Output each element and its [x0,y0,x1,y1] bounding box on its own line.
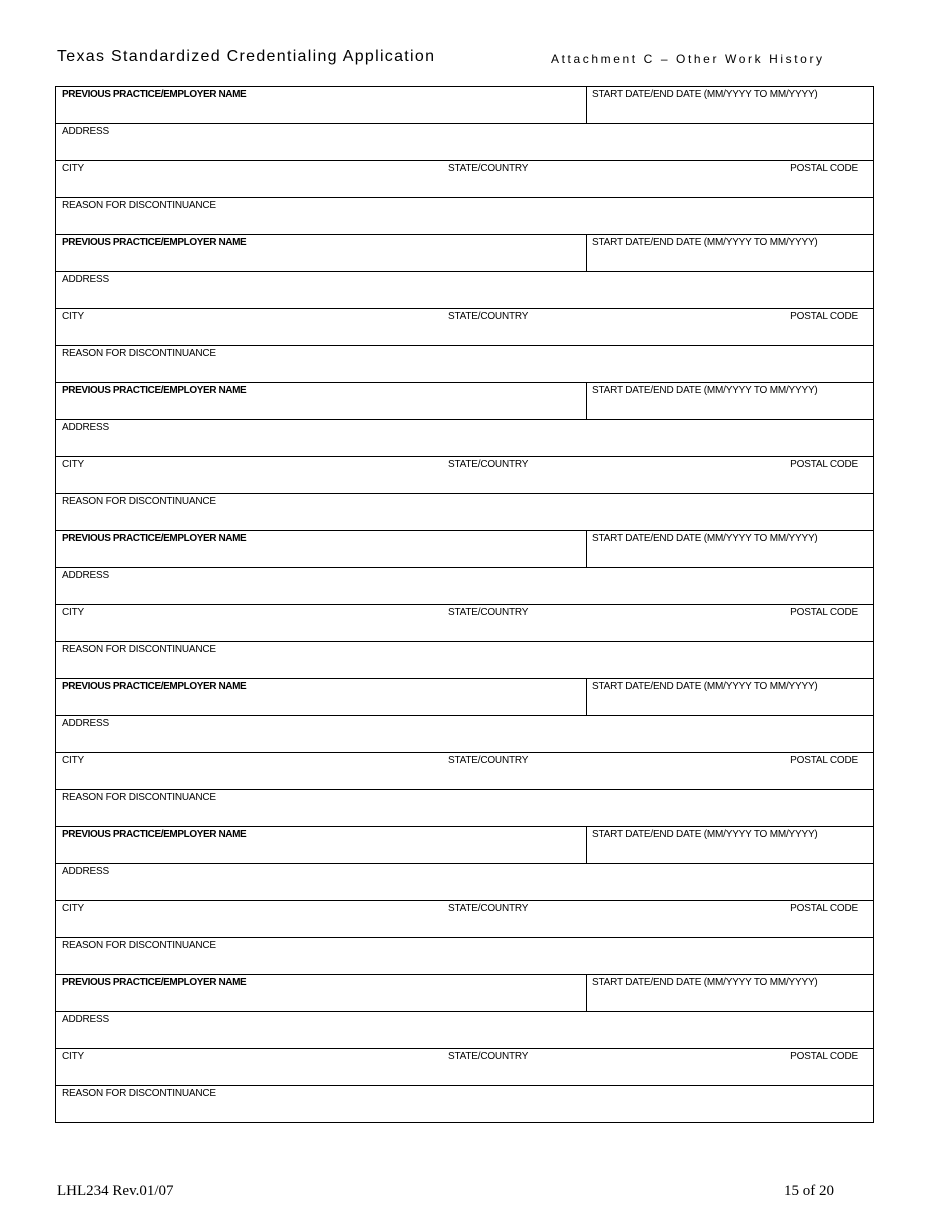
address-row[interactable] [56,1012,873,1049]
address-row[interactable] [56,272,873,309]
work-history-entry [56,827,873,975]
city-label: CITY [62,1051,84,1062]
postal-code-label: POSTAL CODE [790,755,858,766]
city-row[interactable] [56,1049,873,1086]
employer-row[interactable] [56,531,873,568]
employer-name-label: PREVIOUS PRACTICE/EMPLOYER NAME [62,977,247,988]
employer-row[interactable] [56,235,873,272]
address-row[interactable] [56,716,873,753]
employer-name-label: PREVIOUS PRACTICE/EMPLOYER NAME [62,385,247,396]
start-end-date-label: START DATE/END DATE (MM/YYYY TO MM/YYYY) [592,681,818,692]
postal-code-label: POSTAL CODE [790,1051,858,1062]
start-end-date-label: START DATE/END DATE (MM/YYYY TO MM/YYYY) [592,533,818,544]
start-end-date-label: START DATE/END DATE (MM/YYYY TO MM/YYYY) [592,237,818,248]
state-country-label: STATE/COUNTRY [448,459,529,470]
column-divider [586,679,587,715]
form-revision: LHL234 Rev.01/07 [57,1183,174,1199]
city-label: CITY [62,755,84,766]
start-end-date-label: START DATE/END DATE (MM/YYYY TO MM/YYYY) [592,385,818,396]
employer-name-label: PREVIOUS PRACTICE/EMPLOYER NAME [62,533,247,544]
work-history-entry [56,87,873,235]
postal-code-label: POSTAL CODE [790,311,858,322]
start-end-date-label: START DATE/END DATE (MM/YYYY TO MM/YYYY) [592,89,818,100]
column-divider [586,827,587,863]
reason-row[interactable] [56,790,873,827]
postal-code-label: POSTAL CODE [790,163,858,174]
city-label: CITY [62,311,84,322]
state-country-label: STATE/COUNTRY [448,755,529,766]
city-row[interactable] [56,457,873,494]
employer-name-label: PREVIOUS PRACTICE/EMPLOYER NAME [62,89,247,100]
address-row[interactable] [56,420,873,457]
employer-name-label: PREVIOUS PRACTICE/EMPLOYER NAME [62,237,247,248]
address-label: ADDRESS [62,1014,109,1025]
start-end-date-label: START DATE/END DATE (MM/YYYY TO MM/YYYY) [592,977,818,988]
city-row[interactable] [56,161,873,198]
work-history-form [55,86,874,1123]
state-country-label: STATE/COUNTRY [448,607,529,618]
employer-row[interactable] [56,827,873,864]
address-label: ADDRESS [62,274,109,285]
employer-name-label: PREVIOUS PRACTICE/EMPLOYER NAME [62,681,247,692]
employer-row[interactable] [56,975,873,1012]
reason-row[interactable] [56,346,873,383]
section-title: Attachment C – Other Work History [551,52,825,66]
reason-label: REASON FOR DISCONTINUANCE [62,496,216,507]
reason-label: REASON FOR DISCONTINUANCE [62,1088,216,1099]
address-label: ADDRESS [62,422,109,433]
reason-label: REASON FOR DISCONTINUANCE [62,644,216,655]
work-history-entry [56,235,873,383]
postal-code-label: POSTAL CODE [790,903,858,914]
column-divider [586,531,587,567]
city-label: CITY [62,903,84,914]
reason-label: REASON FOR DISCONTINUANCE [62,200,216,211]
city-row[interactable] [56,901,873,938]
document-title: Texas Standardized Credentialing Application [57,48,436,65]
work-history-entry [56,531,873,679]
column-divider [586,87,587,123]
work-history-entry [56,679,873,827]
reason-label: REASON FOR DISCONTINUANCE [62,792,216,803]
address-row[interactable] [56,124,873,161]
employer-row[interactable] [56,383,873,420]
state-country-label: STATE/COUNTRY [448,903,529,914]
reason-label: REASON FOR DISCONTINUANCE [62,940,216,951]
reason-row[interactable] [56,1086,873,1122]
page-number: 15 of 20 [784,1183,834,1199]
state-country-label: STATE/COUNTRY [448,311,529,322]
reason-label: REASON FOR DISCONTINUANCE [62,348,216,359]
city-label: CITY [62,607,84,618]
start-end-date-label: START DATE/END DATE (MM/YYYY TO MM/YYYY) [592,829,818,840]
postal-code-label: POSTAL CODE [790,459,858,470]
reason-row[interactable] [56,642,873,679]
state-country-label: STATE/COUNTRY [448,163,529,174]
address-label: ADDRESS [62,866,109,877]
state-country-label: STATE/COUNTRY [448,1051,529,1062]
city-row[interactable] [56,753,873,790]
work-history-entry [56,383,873,531]
work-history-entry [56,975,873,1122]
address-label: ADDRESS [62,718,109,729]
address-row[interactable] [56,864,873,901]
column-divider [586,975,587,1011]
city-label: CITY [62,459,84,470]
address-label: ADDRESS [62,570,109,581]
employer-name-label: PREVIOUS PRACTICE/EMPLOYER NAME [62,829,247,840]
address-row[interactable] [56,568,873,605]
city-label: CITY [62,163,84,174]
employer-row[interactable] [56,87,873,124]
column-divider [586,235,587,271]
reason-row[interactable] [56,494,873,531]
employer-row[interactable] [56,679,873,716]
reason-row[interactable] [56,198,873,235]
reason-row[interactable] [56,938,873,975]
city-row[interactable] [56,309,873,346]
column-divider [586,383,587,419]
address-label: ADDRESS [62,126,109,137]
city-row[interactable] [56,605,873,642]
postal-code-label: POSTAL CODE [790,607,858,618]
